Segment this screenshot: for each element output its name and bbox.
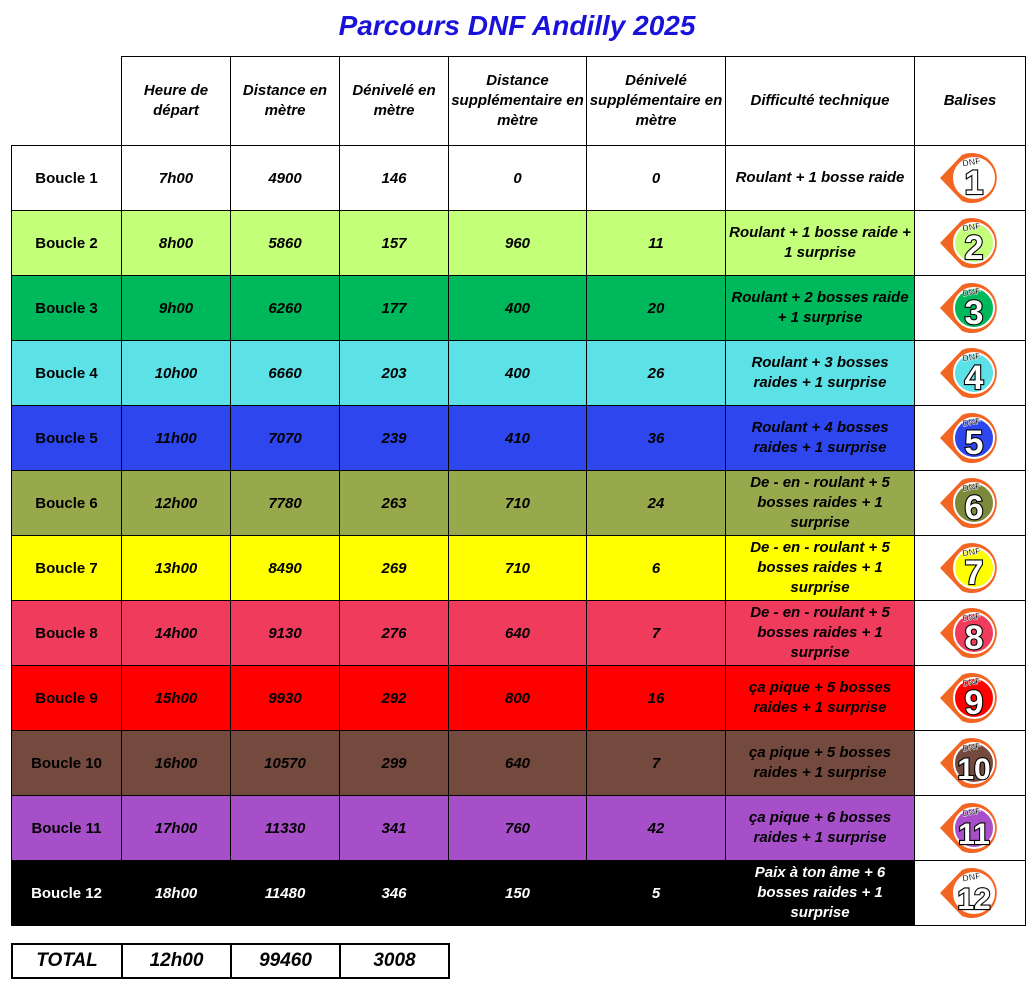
marker-number: 8 <box>964 619 984 657</box>
marker-cell <box>915 731 1026 796</box>
extra-elevation-value: 7 <box>587 601 726 666</box>
table-row <box>12 406 1026 471</box>
marker-number: 5 <box>964 424 984 462</box>
start-time: 18h00 <box>122 861 231 926</box>
extra-distance-value: 0 <box>449 146 587 211</box>
distance-value: 9130 <box>231 601 340 666</box>
marker-cell <box>915 276 1026 341</box>
header-blank <box>12 57 122 146</box>
start-time: 15h00 <box>122 666 231 731</box>
table-row <box>12 861 1026 926</box>
dnf-marker-icon <box>936 799 1004 857</box>
table-row <box>12 471 1026 536</box>
start-time: 11h00 <box>122 406 231 471</box>
table-row <box>12 796 1026 861</box>
marker-number: 4 <box>964 359 984 397</box>
marker-cell <box>915 666 1026 731</box>
header-elevation: Dénivelé en mètre <box>340 57 449 146</box>
extra-distance-value: 640 <box>449 731 587 796</box>
marker-label: DNF <box>961 805 982 819</box>
extra-distance-value: 150 <box>449 861 587 926</box>
distance-value: 5860 <box>231 211 340 276</box>
loop-name: Boucle 12 <box>12 861 122 926</box>
difficulty-text: Paix à ton âme + 6 bosses raides + 1 surprise <box>726 861 915 926</box>
marker-number: 10 <box>957 753 991 786</box>
extra-elevation-value: 20 <box>587 276 726 341</box>
dnf-marker-icon <box>936 344 1004 402</box>
marker-number: 3 <box>964 294 984 332</box>
marker-label: DNF <box>961 285 982 299</box>
distance-value: 7070 <box>231 406 340 471</box>
extra-distance-value: 760 <box>449 796 587 861</box>
extra-distance-value: 800 <box>449 666 587 731</box>
marker-cell <box>915 146 1026 211</box>
difficulty-text: De - en - roulant + 5 bosses raides + 1 surprise <box>726 601 915 666</box>
difficulty-text: De - en - roulant + 5 bosses raides + 1 surprise <box>726 536 915 601</box>
extra-elevation-value: 16 <box>587 666 726 731</box>
dnf-marker-icon <box>936 669 1004 727</box>
start-time: 14h00 <box>122 601 231 666</box>
marker-cell <box>915 471 1026 536</box>
marker-label: DNF <box>961 220 982 234</box>
start-time: 7h00 <box>122 146 231 211</box>
start-time: 10h00 <box>122 341 231 406</box>
marker-label: DNF <box>961 480 982 494</box>
table-row <box>12 341 1026 406</box>
difficulty-text: ça pique + 6 bosses raides + 1 surprise <box>726 796 915 861</box>
total-elevation: 3008 <box>340 944 449 978</box>
marker-cell <box>915 406 1026 471</box>
loop-name: Boucle 8 <box>12 601 122 666</box>
marker-label: DNF <box>961 415 982 429</box>
loop-name: Boucle 5 <box>12 406 122 471</box>
extra-distance-value: 410 <box>449 406 587 471</box>
extra-elevation-value: 5 <box>587 861 726 926</box>
marker-number: 12 <box>957 883 991 916</box>
distance-value: 11480 <box>231 861 340 926</box>
extra-distance-value: 400 <box>449 276 587 341</box>
difficulty-text: Roulant + 1 bosse raide + 1 surprise <box>726 211 915 276</box>
table-row <box>12 731 1026 796</box>
elevation-value: 146 <box>340 146 449 211</box>
difficulty-text: Roulant + 1 bosse raide <box>726 146 915 211</box>
extra-distance-value: 710 <box>449 536 587 601</box>
difficulty-text: Roulant + 4 bosses raides + 1 surprise <box>726 406 915 471</box>
elevation-value: 276 <box>340 601 449 666</box>
header-difficulty: Difficulté technique <box>726 57 915 146</box>
dnf-marker-icon <box>936 604 1004 662</box>
marker-label: DNF <box>961 870 982 884</box>
loop-name: Boucle 1 <box>12 146 122 211</box>
dnf-marker-icon <box>936 539 1004 597</box>
elevation-value: 203 <box>340 341 449 406</box>
elevation-value: 263 <box>340 471 449 536</box>
difficulty-text: Roulant + 2 bosses raide + 1 surprise <box>726 276 915 341</box>
marker-label: DNF <box>961 545 982 559</box>
table-row <box>12 601 1026 666</box>
marker-cell <box>915 536 1026 601</box>
start-time: 9h00 <box>122 276 231 341</box>
route-table <box>11 56 1026 926</box>
extra-elevation-value: 0 <box>587 146 726 211</box>
elevation-value: 239 <box>340 406 449 471</box>
marker-label: DNF <box>961 155 982 169</box>
distance-value: 9930 <box>231 666 340 731</box>
difficulty-text: Roulant + 3 bosses raides + 1 surprise <box>726 341 915 406</box>
elevation-value: 346 <box>340 861 449 926</box>
elevation-value: 292 <box>340 666 449 731</box>
difficulty-text: De - en - roulant + 5 bosses raides + 1 surprise <box>726 471 915 536</box>
marker-label: DNF <box>961 610 982 624</box>
dnf-marker-icon <box>936 214 1004 272</box>
extra-elevation-value: 6 <box>587 536 726 601</box>
marker-number: 1 <box>964 164 984 202</box>
marker-number: 2 <box>964 229 984 267</box>
distance-value: 11330 <box>231 796 340 861</box>
difficulty-text: ça pique + 5 bosses raides + 1 surprise <box>726 731 915 796</box>
total-table <box>11 943 450 979</box>
elevation-value: 299 <box>340 731 449 796</box>
marker-number: 11 <box>958 818 990 851</box>
total-row <box>12 944 449 978</box>
header-start: Heure de départ <box>122 57 231 146</box>
extra-distance-value: 960 <box>449 211 587 276</box>
extra-elevation-value: 7 <box>587 731 726 796</box>
marker-cell <box>915 861 1026 926</box>
header-extra-distance: Distance supplémentaire en mètre <box>449 57 587 146</box>
header-distance: Distance en mètre <box>231 57 340 146</box>
total-distance: 99460 <box>231 944 340 978</box>
loop-name: Boucle 10 <box>12 731 122 796</box>
header-markers: Balises <box>915 57 1026 146</box>
distance-value: 10570 <box>231 731 340 796</box>
marker-number: 9 <box>964 684 984 722</box>
loop-name: Boucle 2 <box>12 211 122 276</box>
marker-number: 7 <box>964 554 984 592</box>
distance-value: 4900 <box>231 146 340 211</box>
loop-name: Boucle 11 <box>12 796 122 861</box>
marker-label: DNF <box>961 675 982 689</box>
extra-elevation-value: 36 <box>587 406 726 471</box>
table-row <box>12 666 1026 731</box>
elevation-value: 177 <box>340 276 449 341</box>
start-time: 13h00 <box>122 536 231 601</box>
total-label: TOTAL <box>12 944 122 978</box>
start-time: 16h00 <box>122 731 231 796</box>
dnf-marker-icon <box>936 474 1004 532</box>
elevation-value: 269 <box>340 536 449 601</box>
page-title: Parcours DNF Andilly 2025 <box>338 10 696 41</box>
dnf-marker-icon <box>936 279 1004 337</box>
header-row <box>12 57 1026 146</box>
elevation-value: 341 <box>340 796 449 861</box>
dnf-marker-icon <box>936 409 1004 467</box>
dnf-marker-icon <box>936 734 1004 792</box>
marker-cell <box>915 341 1026 406</box>
distance-value: 6260 <box>231 276 340 341</box>
dnf-marker-icon <box>936 864 1004 922</box>
start-time: 8h00 <box>122 211 231 276</box>
dnf-marker-icon <box>936 149 1004 207</box>
loop-name: Boucle 9 <box>12 666 122 731</box>
header-extra-elevation: Dénivelé supplémentaire en mètre <box>587 57 726 146</box>
loop-name: Boucle 3 <box>12 276 122 341</box>
elevation-value: 157 <box>340 211 449 276</box>
loop-name: Boucle 7 <box>12 536 122 601</box>
start-time: 17h00 <box>122 796 231 861</box>
marker-label: DNF <box>961 350 982 364</box>
difficulty-text: ça pique + 5 bosses raides + 1 surprise <box>726 666 915 731</box>
marker-cell <box>915 796 1026 861</box>
marker-number: 6 <box>964 489 984 527</box>
extra-distance-value: 710 <box>449 471 587 536</box>
total-start: 12h00 <box>122 944 231 978</box>
table-row <box>12 211 1026 276</box>
extra-elevation-value: 42 <box>587 796 726 861</box>
extra-elevation-value: 11 <box>587 211 726 276</box>
start-time: 12h00 <box>122 471 231 536</box>
marker-label: DNF <box>961 740 982 754</box>
distance-value: 8490 <box>231 536 340 601</box>
extra-distance-value: 400 <box>449 341 587 406</box>
marker-cell <box>915 211 1026 276</box>
table-row <box>12 536 1026 601</box>
extra-elevation-value: 26 <box>587 341 726 406</box>
distance-value: 6660 <box>231 341 340 406</box>
table-row <box>12 146 1026 211</box>
marker-cell <box>915 601 1026 666</box>
extra-elevation-value: 24 <box>587 471 726 536</box>
table-row <box>12 276 1026 341</box>
loop-name: Boucle 4 <box>12 341 122 406</box>
loop-name: Boucle 6 <box>12 471 122 536</box>
extra-distance-value: 640 <box>449 601 587 666</box>
distance-value: 7780 <box>231 471 340 536</box>
